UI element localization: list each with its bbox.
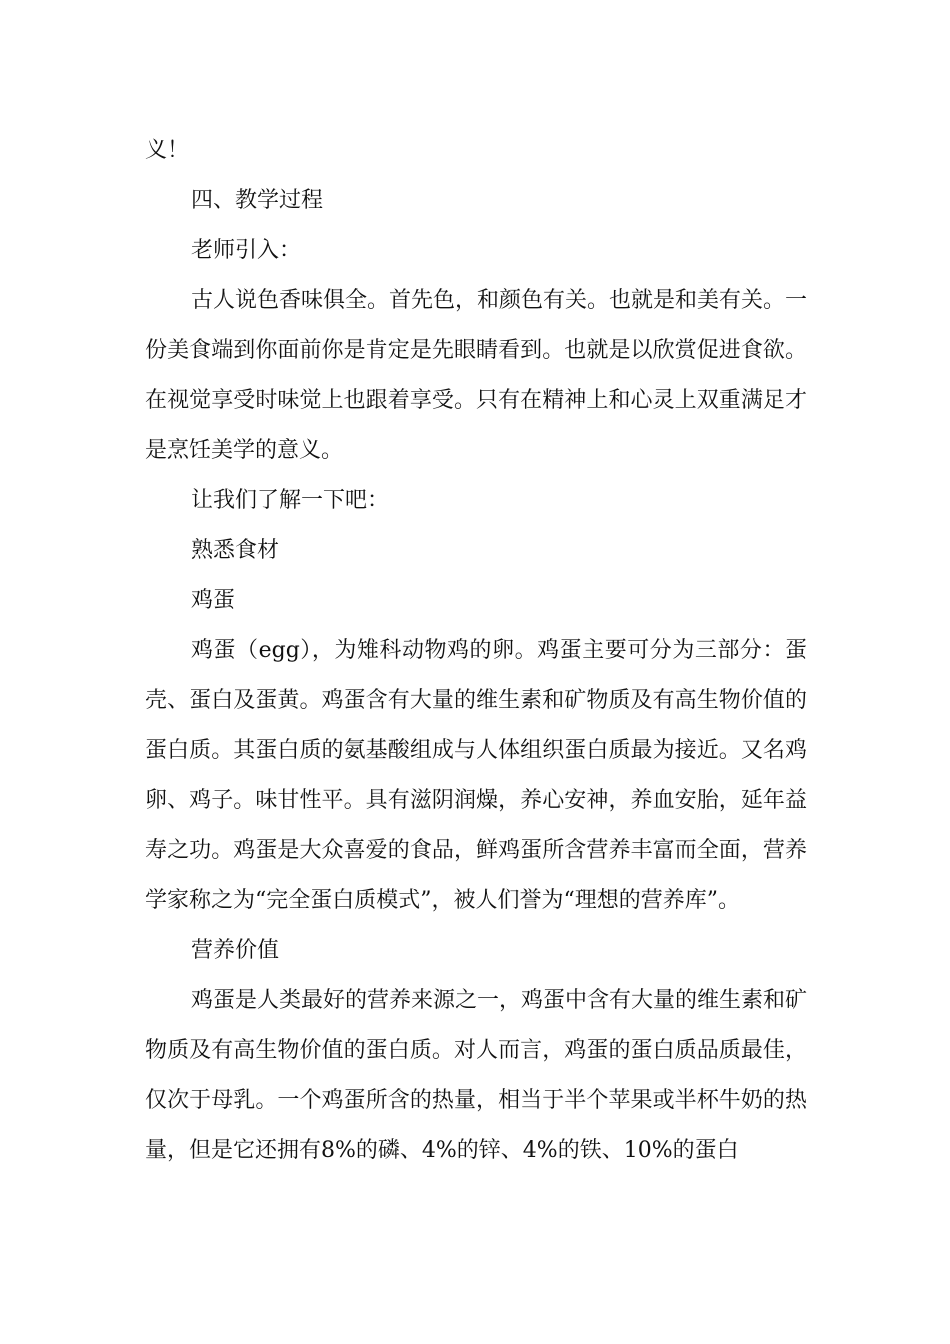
subheading-familiar-ingredients: 熟悉食材 xyxy=(191,538,280,563)
paragraph-nutrition: 鸡蛋是人类最好的营养来源之一，鸡蛋中含有大量的维生素和矿物质及有高生物价值的蛋白质。对人而言，鸡蛋的蛋白质品质最佳，仅次于母乳。一个鸡蛋所含的热量，相当于半个苹果或半杯牛奶的热量，但是它还拥有8%的磷、4%的锌、4%的铁、10%的蛋白 xyxy=(145,988,808,1163)
teacher-intro-label: 老师引入： xyxy=(191,238,302,263)
paragraph-continuation: 义！ xyxy=(145,138,190,163)
paragraph-egg-description: 鸡蛋（egg），为雉科动物鸡的卵。鸡蛋主要可分为三部分：蛋壳、蛋白及蛋黄。鸡蛋含有大量的维生素和矿物质及有高生物价值的蛋白质。其蛋白质的氨基酸组成与人体组织蛋白质最为接近。又名鸡卵、鸡子。味甘性平。具有滋阴润燥，养心安神，养血安胎，延年益寿之功。鸡蛋是大众喜爱的食品，鲜鸡蛋所含营养丰富而全面，营养学家称之为“完全蛋白质模式”，被人们誉为“理想的营养库”。 xyxy=(145,638,807,913)
section-heading-teaching-process: 四、教学过程 xyxy=(191,188,324,213)
paragraph-lets-learn: 让我们了解一下吧： xyxy=(191,488,390,513)
body-text xyxy=(145,126,807,1176)
subheading-egg: 鸡蛋 xyxy=(191,588,236,613)
subheading-nutrition-value: 营养价值 xyxy=(191,938,280,963)
paragraph-intro: 古人说色香味俱全。首先色，和颜色有关。也就是和美有关。一份美食端到你面前你是肯定是先眼睛看到。也就是以欣赏促进食欲。在视觉享受时味觉上也跟着享受。只有在精神上和心灵上双重满足才是烹饪美学的意义。 xyxy=(145,288,808,463)
